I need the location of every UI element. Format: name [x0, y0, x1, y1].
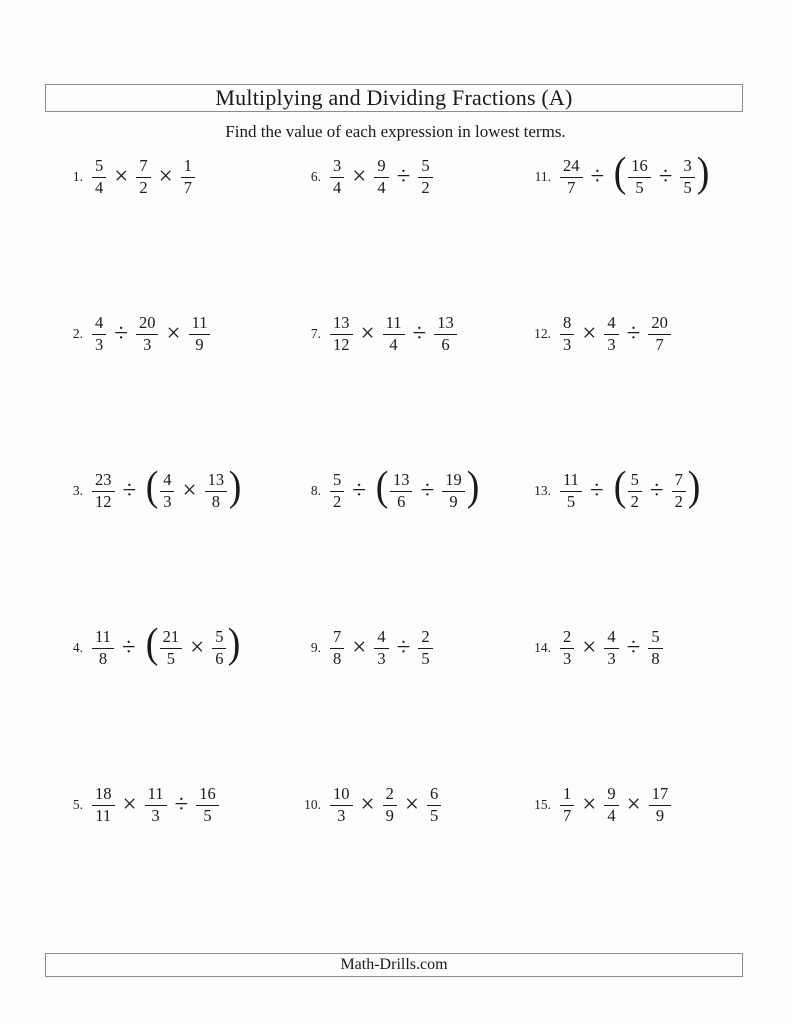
fraction — [390, 471, 413, 510]
problem-number: 7. — [310, 326, 321, 341]
fraction — [648, 628, 662, 667]
fraction — [330, 157, 344, 196]
denominator: 3 — [377, 648, 386, 668]
numerator: 2 — [560, 628, 574, 648]
denominator: 12 — [333, 334, 350, 354]
fraction — [196, 785, 219, 824]
denominator: 11 — [95, 805, 112, 825]
fraction — [136, 314, 159, 353]
fraction — [330, 314, 353, 353]
fraction — [560, 785, 574, 824]
numerator: 5 — [418, 157, 432, 177]
problem — [57, 310, 295, 358]
problem-number: 14. — [534, 640, 551, 655]
footer-box — [45, 953, 743, 977]
denominator: 8 — [211, 491, 220, 511]
problem-number: 9. — [310, 640, 321, 655]
denominator: 3 — [607, 334, 616, 354]
fraction — [181, 157, 195, 196]
denominator: 5 — [566, 491, 576, 511]
fraction — [92, 157, 106, 196]
denominator: 4 — [377, 177, 386, 197]
fraction — [145, 785, 167, 824]
denominator: 7 — [655, 334, 664, 354]
divide-operator: ÷ — [114, 319, 128, 347]
multiply-operator: × — [582, 319, 597, 347]
numerator: 20 — [136, 314, 159, 334]
fraction — [604, 314, 618, 353]
denominator: 2 — [139, 177, 148, 197]
fraction — [383, 314, 405, 353]
denominator: 4 — [333, 177, 342, 197]
denominator: 6 — [441, 334, 450, 354]
fraction — [160, 471, 174, 510]
problem — [525, 781, 750, 829]
denominator: 7 — [183, 177, 192, 197]
numerator: 13 — [205, 471, 228, 491]
denominator: 6 — [397, 491, 406, 511]
numerator: 5 — [628, 471, 642, 491]
numerator: 2 — [383, 785, 397, 805]
fraction — [560, 471, 582, 510]
expression — [92, 314, 210, 353]
open-paren: ( — [613, 464, 626, 511]
multiply-operator: × — [122, 790, 137, 818]
open-paren: ( — [375, 464, 389, 511]
fraction — [330, 628, 344, 667]
problem — [525, 624, 750, 672]
numerator: 2 — [418, 628, 432, 648]
denominator: 3 — [563, 334, 572, 354]
denominator: 5 — [429, 805, 439, 825]
numerator: 4 — [604, 314, 618, 334]
multiply-operator: × — [582, 633, 597, 661]
denominator: 4 — [95, 177, 104, 197]
fraction — [604, 628, 618, 667]
instructions-text: Find the value of each expression in lowest terms. — [225, 122, 566, 141]
expression — [330, 628, 433, 667]
multiply-operator: × — [404, 790, 419, 818]
divide-operator: ÷ — [658, 162, 673, 190]
fraction — [434, 314, 457, 353]
close-paren: ) — [696, 150, 710, 197]
problem — [295, 624, 525, 672]
numerator: 5 — [92, 157, 106, 177]
expression — [92, 785, 219, 824]
multiply-operator: × — [182, 476, 197, 504]
fraction — [330, 785, 353, 824]
denominator: 3 — [337, 805, 346, 825]
problem-number: 8. — [310, 483, 321, 498]
fraction — [680, 157, 694, 196]
divide-operator: ÷ — [649, 476, 664, 504]
multiply-operator: × — [626, 790, 641, 818]
denominator: 5 — [203, 805, 212, 825]
denominator: 5 — [166, 648, 175, 668]
divide-operator: ÷ — [626, 633, 641, 661]
numerator: 4 — [92, 314, 106, 334]
fraction — [427, 785, 441, 824]
multiply-operator: × — [352, 162, 367, 190]
footer-site-name: Math-Drills.com — [340, 956, 448, 973]
numerator: 10 — [330, 785, 353, 805]
problem-number: 1. — [72, 169, 83, 184]
numerator: 20 — [648, 314, 671, 334]
numerator: 11 — [92, 628, 114, 648]
denominator: 5 — [421, 648, 430, 668]
fraction — [560, 314, 574, 353]
divide-operator: ÷ — [626, 319, 641, 347]
numerator: 18 — [92, 785, 115, 805]
numerator: 4 — [374, 628, 388, 648]
problem — [525, 464, 750, 515]
denominator: 3 — [607, 648, 616, 668]
divide-operator: ÷ — [396, 633, 411, 661]
expression — [560, 628, 663, 667]
numerator: 7 — [136, 157, 150, 177]
fraction — [628, 157, 651, 196]
multiply-operator: × — [582, 790, 597, 818]
problem — [525, 310, 750, 358]
numerator: 17 — [649, 785, 672, 805]
fraction — [136, 157, 150, 196]
fraction — [442, 471, 465, 510]
numerator: 7 — [330, 628, 344, 648]
fraction — [330, 471, 344, 510]
denominator: 4 — [389, 334, 398, 354]
numerator: 1 — [560, 785, 574, 805]
fraction — [604, 785, 618, 824]
divide-operator: ÷ — [589, 476, 604, 504]
numerator: 19 — [442, 471, 465, 491]
problem — [295, 464, 525, 515]
denominator: 2 — [630, 491, 639, 511]
open-paren: ( — [145, 464, 159, 511]
problems-grid — [57, 150, 750, 938]
fraction — [92, 628, 114, 667]
denominator: 8 — [333, 648, 342, 668]
fraction — [418, 157, 432, 196]
numerator: 8 — [560, 314, 574, 334]
page-title: Multiplying and Dividing Fractions (A) — [215, 85, 573, 110]
numerator: 16 — [196, 785, 219, 805]
fraction — [649, 785, 672, 824]
denominator: 6 — [215, 648, 224, 668]
problem — [57, 464, 295, 515]
expression — [330, 785, 441, 824]
numerator: 7 — [672, 471, 686, 491]
divide-operator: ÷ — [121, 633, 136, 661]
numerator: 6 — [427, 785, 441, 805]
numerator: 3 — [680, 157, 694, 177]
problem — [295, 153, 525, 201]
multiply-operator: × — [360, 319, 375, 347]
expression — [330, 157, 433, 196]
divide-operator: ÷ — [396, 162, 411, 190]
expression — [330, 314, 457, 353]
divide-operator: ÷ — [352, 476, 366, 504]
denominator: 3 — [151, 805, 160, 825]
problem-number: 5. — [72, 797, 83, 812]
divide-operator: ÷ — [412, 319, 427, 347]
denominator: 2 — [333, 491, 342, 511]
numerator: 4 — [604, 628, 618, 648]
multiply-operator: × — [360, 790, 375, 818]
expression — [92, 621, 242, 668]
expression — [560, 150, 711, 197]
fraction — [160, 628, 183, 667]
fraction — [205, 471, 228, 510]
fraction — [383, 785, 397, 824]
fraction — [374, 628, 388, 667]
numerator: 11 — [145, 785, 167, 805]
numerator: 9 — [374, 157, 388, 177]
problem — [57, 781, 295, 829]
problem — [295, 310, 525, 358]
open-paren: ( — [145, 621, 158, 668]
numerator: 23 — [92, 471, 115, 491]
problem-number: 11. — [534, 169, 551, 184]
numerator: 5 — [648, 628, 662, 648]
fraction — [560, 628, 574, 667]
denominator: 8 — [98, 648, 108, 668]
denominator: 9 — [385, 805, 394, 825]
problem-number: 10. — [304, 797, 321, 812]
numerator: 13 — [390, 471, 413, 491]
multiply-operator: × — [166, 319, 181, 347]
denominator: 12 — [95, 491, 112, 511]
denominator: 9 — [655, 805, 665, 825]
numerator: 13 — [330, 314, 353, 334]
denominator: 4 — [607, 805, 616, 825]
numerator: 4 — [160, 471, 174, 491]
denominator: 3 — [563, 648, 572, 668]
denominator: 3 — [143, 334, 152, 354]
divide-operator: ÷ — [420, 476, 435, 504]
expression — [560, 785, 671, 824]
denominator: 3 — [95, 334, 104, 354]
problem-number: 6. — [310, 169, 321, 184]
denominator: 5 — [635, 177, 644, 197]
numerator: 1 — [181, 157, 195, 177]
problem — [295, 781, 525, 829]
close-paren: ) — [687, 464, 701, 511]
multiply-operator: × — [190, 633, 205, 661]
open-paren: ( — [613, 150, 627, 197]
problem-number: 2. — [72, 326, 83, 341]
expression — [92, 464, 243, 511]
divide-operator: ÷ — [122, 476, 137, 504]
fraction — [648, 314, 671, 353]
numerator: 16 — [628, 157, 651, 177]
denominator: 9 — [449, 491, 458, 511]
fraction — [418, 628, 432, 667]
fraction — [672, 471, 686, 510]
numerator: 5 — [212, 628, 226, 648]
denominator: 2 — [674, 491, 683, 511]
multiply-operator: × — [352, 633, 367, 661]
expression — [92, 157, 195, 196]
numerator: 21 — [160, 628, 183, 648]
problem-number: 15. — [534, 797, 551, 812]
numerator: 5 — [330, 471, 344, 491]
numerator: 13 — [434, 314, 457, 334]
fraction — [92, 314, 106, 353]
numerator: 3 — [330, 157, 344, 177]
close-paren: ) — [466, 464, 480, 511]
numerator: 11 — [560, 471, 582, 491]
expression — [330, 464, 481, 511]
problem — [525, 150, 750, 201]
problem-number: 13. — [534, 483, 551, 498]
fraction — [92, 785, 115, 824]
problem — [57, 153, 295, 201]
numerator: 11 — [383, 314, 405, 334]
fraction — [212, 628, 226, 667]
denominator: 9 — [195, 334, 204, 354]
numerator: 24 — [560, 157, 583, 177]
numerator: 11 — [189, 314, 211, 334]
problem — [57, 621, 295, 672]
denominator: 2 — [421, 177, 430, 197]
expression — [560, 464, 702, 511]
close-paren: ) — [228, 464, 242, 511]
denominator: 3 — [163, 491, 172, 511]
divide-operator: ÷ — [174, 790, 189, 818]
numerator: 9 — [604, 785, 618, 805]
fraction — [374, 157, 388, 196]
fraction — [628, 471, 642, 510]
multiply-operator: × — [114, 162, 129, 190]
denominator: 7 — [567, 177, 576, 197]
divide-operator: ÷ — [590, 162, 605, 190]
denominator: 8 — [651, 648, 660, 668]
worksheet-title-box — [45, 84, 743, 112]
problem-number: 12. — [534, 326, 551, 341]
expression — [560, 314, 671, 353]
fraction — [92, 471, 115, 510]
fraction — [560, 157, 583, 196]
fraction — [189, 314, 211, 353]
close-paren: ) — [228, 621, 241, 668]
denominator: 5 — [683, 177, 692, 197]
problem-number: 3. — [72, 483, 83, 498]
problem-number: 4. — [72, 640, 83, 655]
denominator: 7 — [563, 805, 572, 825]
multiply-operator: × — [158, 162, 173, 190]
